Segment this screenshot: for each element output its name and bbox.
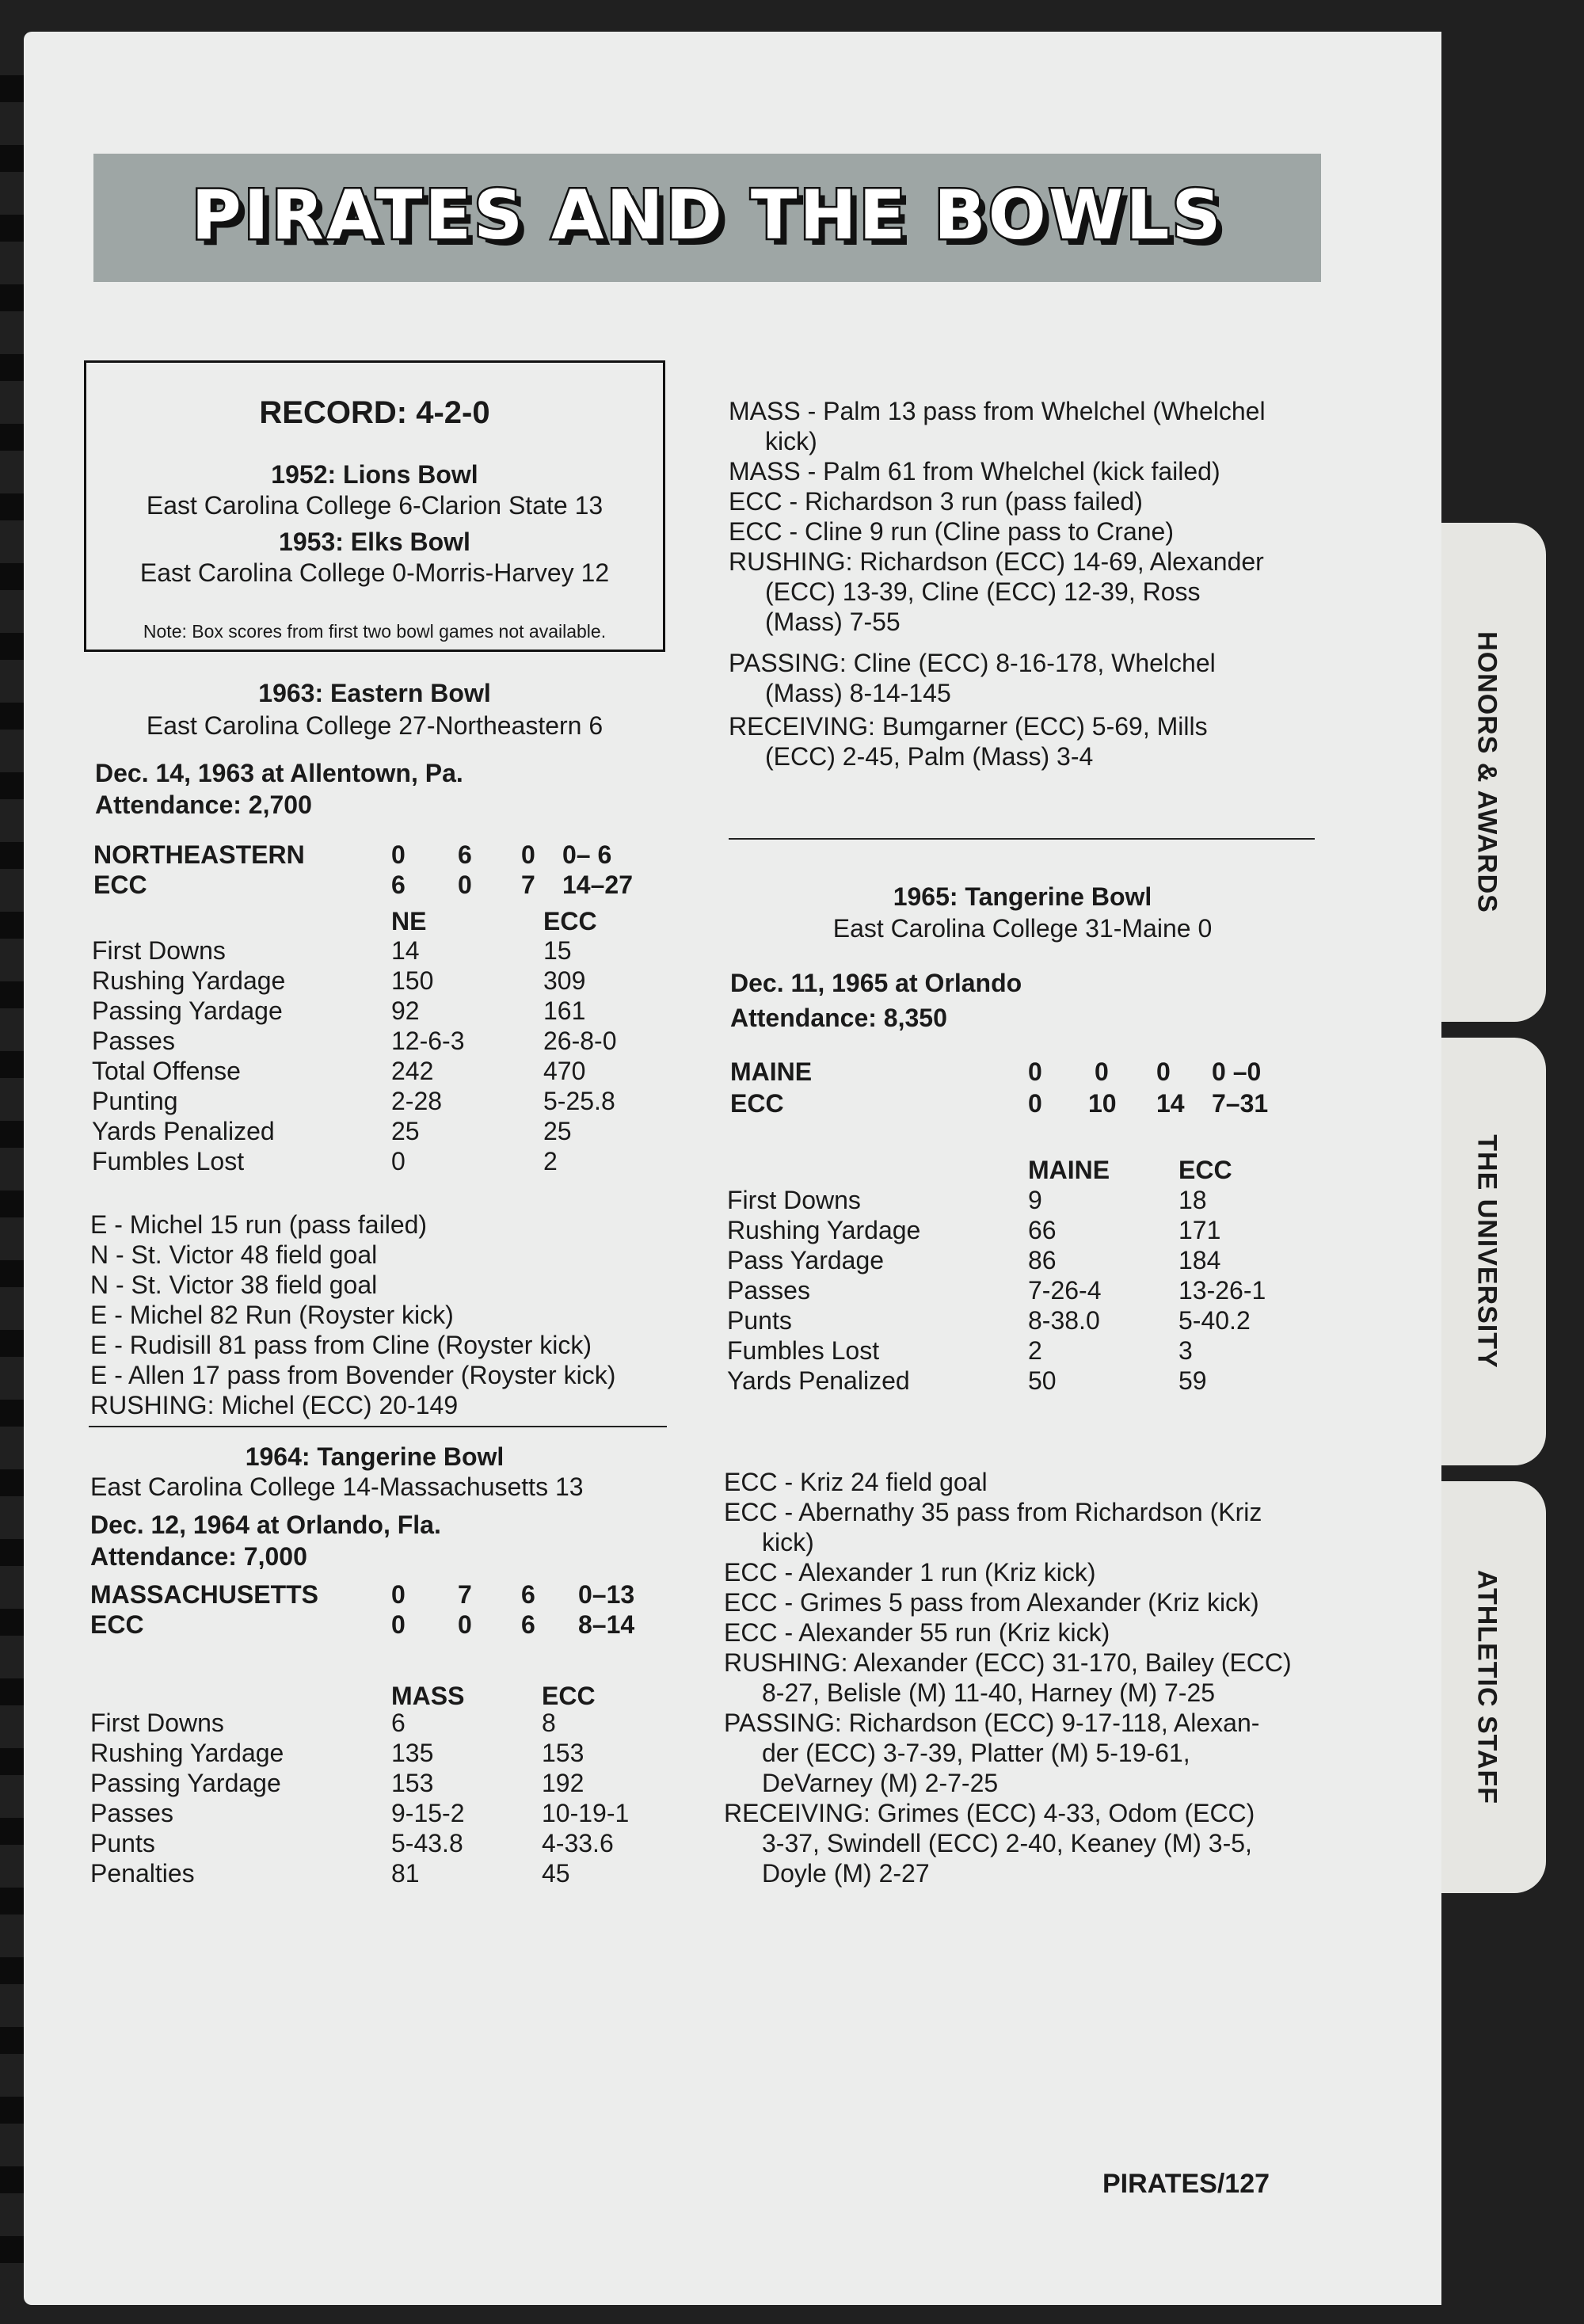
stat-label: First Downs: [92, 936, 226, 965]
stat-label: Passes: [90, 1799, 173, 1827]
stat-value: 3: [1178, 1336, 1193, 1365]
stat-value: 135: [391, 1739, 434, 1767]
stat-value: 153: [542, 1739, 584, 1767]
scoring-play: ECC - Abernathy 35 pass from Richardson (Kriz: [724, 1498, 1262, 1526]
bowl-1953-title: 1953: Elks Bowl: [279, 528, 470, 556]
scoring-play: kick): [765, 427, 817, 455]
stat-value: 7-26-4: [1028, 1276, 1102, 1305]
stat-label: First Downs: [727, 1186, 861, 1214]
quarter-score: 8–14: [578, 1610, 635, 1639]
team-name: NORTHEASTERN: [93, 840, 305, 869]
stat-label: Rushing Yardage: [92, 966, 286, 995]
quarter-score: 0: [391, 1580, 406, 1609]
column-header: NE: [391, 907, 427, 935]
stat-value: 470: [543, 1057, 586, 1085]
quarter-score: 14: [1156, 1089, 1185, 1118]
stat-label: Rushing Yardage: [90, 1739, 284, 1767]
rushing-summary: RUSHING: Michel (ECC) 20-149: [90, 1391, 459, 1419]
tab-honors-awards[interactable]: HONORS & AWARDS: [1426, 523, 1546, 1022]
quarter-score: 0–13: [578, 1580, 635, 1609]
team-name: ECC: [730, 1089, 784, 1118]
stat-value: 2-28: [391, 1087, 443, 1115]
quarter-score: 7: [458, 1580, 472, 1609]
stat-value: 66: [1028, 1216, 1057, 1244]
scoring-play: E - Michel 82 Run (Royster kick): [90, 1301, 454, 1329]
stat-value: 18: [1178, 1186, 1207, 1214]
record-note: Note: Box scores from first two bowl games not available.: [143, 621, 607, 642]
stat-label: Rushing Yardage: [727, 1216, 921, 1244]
stat-value: 6: [391, 1709, 406, 1737]
stat-label: Punting: [92, 1087, 178, 1115]
column-header: ECC: [543, 907, 597, 935]
team-name: MASSACHUSETTS: [90, 1580, 319, 1609]
rushing-summary: RUSHING: Richardson (ECC) 14-69, Alexander: [729, 547, 1264, 576]
stat-value: 4-33.6: [542, 1829, 614, 1857]
stat-value: 86: [1028, 1246, 1057, 1274]
stat-label: Fumbles Lost: [92, 1147, 245, 1175]
quarter-score: 6: [458, 840, 472, 869]
stat-label: Passes: [727, 1276, 810, 1305]
eastern-1963-attendance: Attendance: 2,700: [95, 791, 312, 819]
stat-label: Passing Yardage: [90, 1769, 281, 1797]
section-tabs: [1426, 95, 1552, 2154]
stat-value: 59: [1178, 1366, 1207, 1395]
eastern-1963-result: East Carolina College 27-Northeastern 6: [146, 711, 604, 740]
receiving-summary: RECEIVING: Bumgarner (ECC) 5-69, Mills: [729, 712, 1208, 741]
stat-value: 25: [543, 1117, 572, 1145]
scoring-play: kick): [762, 1528, 814, 1556]
bowl-1952-title: 1952: Lions Bowl: [271, 460, 478, 489]
stat-value: 5-43.8: [391, 1829, 463, 1857]
stat-value: 242: [391, 1057, 434, 1085]
tab-athletic-staff[interactable]: ATHLETIC STAFF: [1426, 1481, 1546, 1893]
passing-summary: der (ECC) 3-7-39, Platter (M) 5-19-61,: [762, 1739, 1190, 1767]
scoring-play: ECC - Alexander 1 run (Kriz kick): [724, 1558, 1096, 1587]
stat-value: 50: [1028, 1366, 1057, 1395]
column-header: ECC: [1178, 1156, 1232, 1184]
eastern-1963-title: 1963: Eastern Bowl: [258, 679, 491, 707]
stat-value: 150: [391, 966, 434, 995]
passing-summary: DeVarney (M) 2-7-25: [762, 1769, 999, 1797]
scoring-play: ECC - Kriz 24 field goal: [724, 1468, 988, 1496]
bowl-1952-result: East Carolina College 6-Clarion State 13: [146, 491, 604, 520]
stat-value: 184: [1178, 1246, 1221, 1274]
quarter-score: 7–31: [1212, 1089, 1269, 1118]
stat-value: 0: [391, 1147, 406, 1175]
quarter-score: 6: [521, 1580, 535, 1609]
column-header: MASS: [391, 1682, 465, 1710]
team-name: ECC: [93, 871, 147, 899]
scoring-play: E - Rudisill 81 pass from Cline (Royster kick): [90, 1331, 592, 1359]
quarter-score: 6: [521, 1610, 535, 1639]
stat-value: 14: [391, 936, 420, 965]
tangerine-1965-title: 1965: Tangerine Bowl: [893, 882, 1152, 911]
receiving-summary: Doyle (M) 2-27: [762, 1859, 930, 1888]
divider: [729, 838, 1315, 840]
quarter-score: 10: [1088, 1089, 1117, 1118]
passing-summary: PASSING: Richardson (ECC) 9-17-118, Alexan-: [724, 1709, 1260, 1737]
scoring-play: E - Michel 15 run (pass failed): [90, 1210, 428, 1239]
stat-label: First Downs: [90, 1709, 224, 1737]
team-name: ECC: [90, 1610, 144, 1639]
bowl-1953-result: East Carolina College 0-Morris-Harvey 12: [139, 558, 610, 587]
stat-label: Passing Yardage: [92, 996, 283, 1025]
stat-value: 10-19-1: [542, 1799, 630, 1827]
scoring-play: E - Allen 17 pass from Bovender (Royster kick): [90, 1361, 616, 1389]
receiving-summary: 3-37, Swindell (ECC) 2-40, Keaney (M) 3-5,: [762, 1829, 1252, 1857]
stat-value: 309: [543, 966, 586, 995]
tangerine-1965-date: Dec. 11, 1965 at Orlando: [730, 969, 1022, 997]
stat-value: 13-26-1: [1178, 1276, 1266, 1305]
rushing-summary: (Mass) 7-55: [765, 608, 901, 636]
scoring-play: ECC - Grimes 5 pass from Alexander (Kriz kick): [724, 1588, 1259, 1617]
quarter-score: 0– 6: [562, 840, 612, 869]
receiving-summary: RECEIVING: Grimes (ECC) 4-33, Odom (ECC): [724, 1799, 1255, 1827]
record-title: RECORD: 4-2-0: [259, 395, 490, 430]
stat-label: Punts: [727, 1306, 792, 1335]
stat-value: 5-25.8: [543, 1087, 615, 1115]
team-name: MAINE: [730, 1057, 813, 1086]
rushing-summary: (ECC) 13-39, Cline (ECC) 12-39, Ross: [765, 577, 1201, 606]
page-number: PIRATES/127: [1102, 2169, 1270, 2199]
scoring-play: ECC - Richardson 3 run (pass failed): [729, 487, 1143, 516]
stat-label: Punts: [90, 1829, 155, 1857]
scoring-play: MASS - Palm 61 from Whelchel (kick failed): [729, 457, 1220, 486]
stat-value: 192: [542, 1769, 584, 1797]
column-header: ECC: [542, 1682, 596, 1710]
stat-value: 45: [542, 1859, 570, 1888]
stat-value: 92: [391, 996, 420, 1025]
scoring-play: N - St. Victor 38 field goal: [90, 1271, 378, 1299]
stat-label: Penalties: [90, 1859, 195, 1888]
tangerine-1965-attendance: Attendance: 8,350: [730, 1004, 947, 1032]
stat-value: 161: [543, 996, 586, 1025]
page-title: PIRATES AND THE BOWLS: [191, 176, 1224, 255]
quarter-score: 0: [521, 840, 535, 869]
quarter-score: 0 –0: [1212, 1057, 1262, 1086]
quarter-score: 0: [1095, 1057, 1109, 1086]
scoring-play: MASS - Palm 13 pass from Whelchel (Whelchel: [729, 397, 1266, 425]
quarter-score: 6: [391, 871, 406, 899]
tangerine-1965-result: East Carolina College 31-Maine 0: [832, 914, 1213, 943]
stat-value: 2: [543, 1147, 558, 1175]
eastern-1963-date: Dec. 14, 1963 at Allentown, Pa.: [95, 759, 463, 787]
tangerine-1964-date: Dec. 12, 1964 at Orlando, Fla.: [90, 1511, 441, 1539]
stat-value: 15: [543, 936, 572, 965]
column-header: MAINE: [1028, 1156, 1110, 1184]
scoring-play: ECC - Cline 9 run (Cline pass to Crane): [729, 517, 1174, 546]
quarter-score: 7: [521, 871, 535, 899]
quarter-score: 0: [1156, 1057, 1171, 1086]
quarter-score: 0: [458, 871, 472, 899]
stat-value: 12-6-3: [391, 1027, 465, 1055]
tangerine-1964-attendance: Attendance: 7,000: [90, 1542, 307, 1571]
title-banner: [93, 154, 1321, 282]
quarter-score: 0: [391, 840, 406, 869]
quarter-score: 14–27: [562, 871, 633, 899]
stat-label: Yards Penalized: [92, 1117, 275, 1145]
rushing-summary: 8-27, Belisle (M) 11-40, Harney (M) 7-25: [762, 1678, 1216, 1707]
stat-label: Fumbles Lost: [727, 1336, 880, 1365]
quarter-score: 0: [1028, 1089, 1042, 1118]
scoring-play: ECC - Alexander 55 run (Kriz kick): [724, 1618, 1110, 1647]
stat-value: 26-8-0: [543, 1027, 617, 1055]
tangerine-1964-result: East Carolina College 14-Massachusetts 13: [90, 1473, 584, 1501]
stat-value: 9-15-2: [391, 1799, 465, 1827]
passing-summary: (Mass) 8-14-145: [765, 679, 951, 707]
tab-the-university[interactable]: THE UNIVERSITY: [1426, 1038, 1546, 1465]
stat-value: 171: [1178, 1216, 1221, 1244]
quarter-score: 0: [458, 1610, 472, 1639]
divider: [89, 1426, 667, 1427]
stat-value: 25: [391, 1117, 420, 1145]
stat-value: 153: [391, 1769, 434, 1797]
stat-label: Total Offense: [92, 1057, 241, 1085]
stat-value: 2: [1028, 1336, 1042, 1365]
passing-summary: PASSING: Cline (ECC) 8-16-178, Whelchel: [729, 649, 1216, 677]
quarter-score: 0: [391, 1610, 406, 1639]
stat-value: 81: [391, 1859, 420, 1888]
rushing-summary: RUSHING: Alexander (ECC) 31-170, Bailey (ECC): [724, 1648, 1292, 1677]
stat-label: Passes: [92, 1027, 175, 1055]
stat-value: 5-40.2: [1178, 1306, 1251, 1335]
stat-value: 9: [1028, 1186, 1042, 1214]
stat-value: 8: [542, 1709, 556, 1737]
receiving-summary: (ECC) 2-45, Palm (Mass) 3-4: [765, 742, 1094, 771]
stat-value: 8-38.0: [1028, 1306, 1100, 1335]
stat-label: Pass Yardage: [727, 1246, 885, 1274]
quarter-score: 0: [1028, 1057, 1042, 1086]
tangerine-1964-title: 1964: Tangerine Bowl: [245, 1442, 505, 1471]
scoring-play: N - St. Victor 48 field goal: [90, 1240, 378, 1269]
stat-label: Yards Penalized: [727, 1366, 910, 1395]
